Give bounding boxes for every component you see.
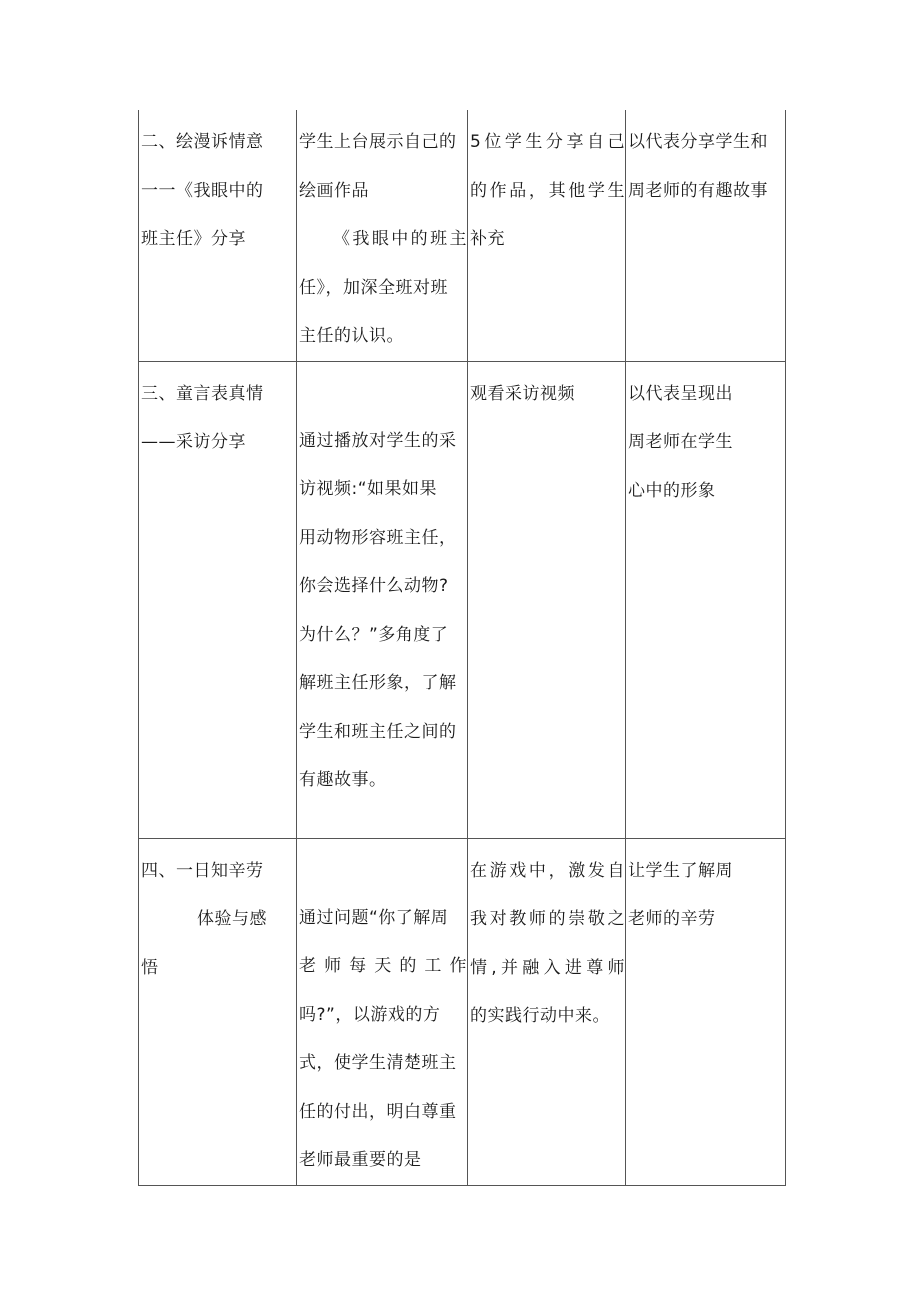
intent-line: 心中的形象 — [628, 480, 716, 501]
teacher-line: 《我眼中的班主 — [333, 229, 467, 249]
lesson-plan-table — [138, 110, 786, 1186]
intent-line: 老师的辛劳 — [628, 909, 716, 929]
student-activity-cell — [468, 361, 626, 838]
student-line: 情,并融入进尊师 — [470, 957, 625, 978]
teacher-line: 解班主任形象，了解 — [299, 673, 457, 693]
stage-line: 二、绘漫诉情意 — [141, 132, 264, 152]
teacher-line: 学生和班主任之间的 — [299, 721, 457, 742]
table-row — [139, 110, 786, 361]
teacher-line: 为什么？”多角度了 — [299, 624, 449, 645]
teacher-line: 式，使学生清楚班主 — [299, 1053, 457, 1073]
stage-line: 悟 — [141, 957, 159, 978]
student-activity-cell — [468, 838, 626, 1185]
teacher-line: 你会选择什么动物? — [299, 576, 449, 596]
student-line: 我对教师的崇敬之 — [470, 909, 625, 929]
intent-line: 以代表分享学生和 — [628, 132, 768, 152]
stage-line: 一一《我眼中的 — [141, 180, 264, 201]
teacher-activity-cell — [297, 838, 468, 1185]
teacher-line: 吗?”，以游戏的方 — [299, 1004, 441, 1025]
student-line: 在游戏中，激发自 — [470, 860, 625, 881]
teacher-activity-cell — [297, 110, 468, 361]
design-intent-cell — [626, 838, 786, 1185]
teacher-line: 主任的认识。 — [299, 326, 404, 346]
student-line: 的实践行动中来。 — [470, 1006, 610, 1026]
stage-line: ——采访分享 — [141, 432, 246, 452]
intent-line: 让学生了解周 — [628, 860, 733, 881]
teacher-line: 通过播放对学生的采 — [299, 430, 457, 451]
teacher-line: 老师最重要的是 — [299, 1150, 422, 1170]
teacher-line: 通过问题“你了解周 — [299, 907, 449, 928]
design-intent-cell — [626, 361, 786, 838]
teacher-line: 老师每天的工作 — [299, 956, 467, 976]
table-row — [139, 361, 786, 838]
stage-cell — [139, 110, 297, 361]
intent-line: 以代表呈现出 — [628, 383, 733, 404]
teacher-activity-cell — [297, 361, 468, 838]
teacher-line: 学生上台展示自己的 — [299, 132, 457, 152]
student-line: 观看采访视频 — [470, 383, 575, 404]
stage-line: 班主任》分享 — [141, 229, 246, 249]
student-line: 补充 — [470, 229, 505, 249]
intent-line: 周老师的有趣故事 — [628, 180, 768, 201]
teacher-line: 用动物形容班主任， — [299, 527, 457, 548]
teacher-line: 有趣故事。 — [299, 770, 387, 790]
student-line: 5位学生分享自己 — [470, 132, 625, 152]
student-activity-cell — [468, 110, 626, 361]
stage-line: 三、童言表真情 — [141, 383, 264, 404]
teacher-line: 访视频:“如果如果 — [299, 479, 438, 499]
teacher-line: 任的付出，明白尊重 — [299, 1101, 457, 1122]
table-row — [139, 838, 786, 1185]
stage-cell — [139, 361, 297, 838]
teacher-line: 绘画作品 — [299, 180, 369, 201]
stage-line: 四、一日知辛劳 — [141, 860, 264, 881]
teacher-line: 任》，加深全班对班 — [299, 277, 448, 298]
stage-line: 体验与感 — [197, 909, 267, 929]
stage-cell — [139, 838, 297, 1185]
student-line: 的作品，其他学生 — [470, 180, 625, 201]
intent-line: 周老师在学生 — [628, 432, 733, 452]
design-intent-cell — [626, 110, 786, 361]
